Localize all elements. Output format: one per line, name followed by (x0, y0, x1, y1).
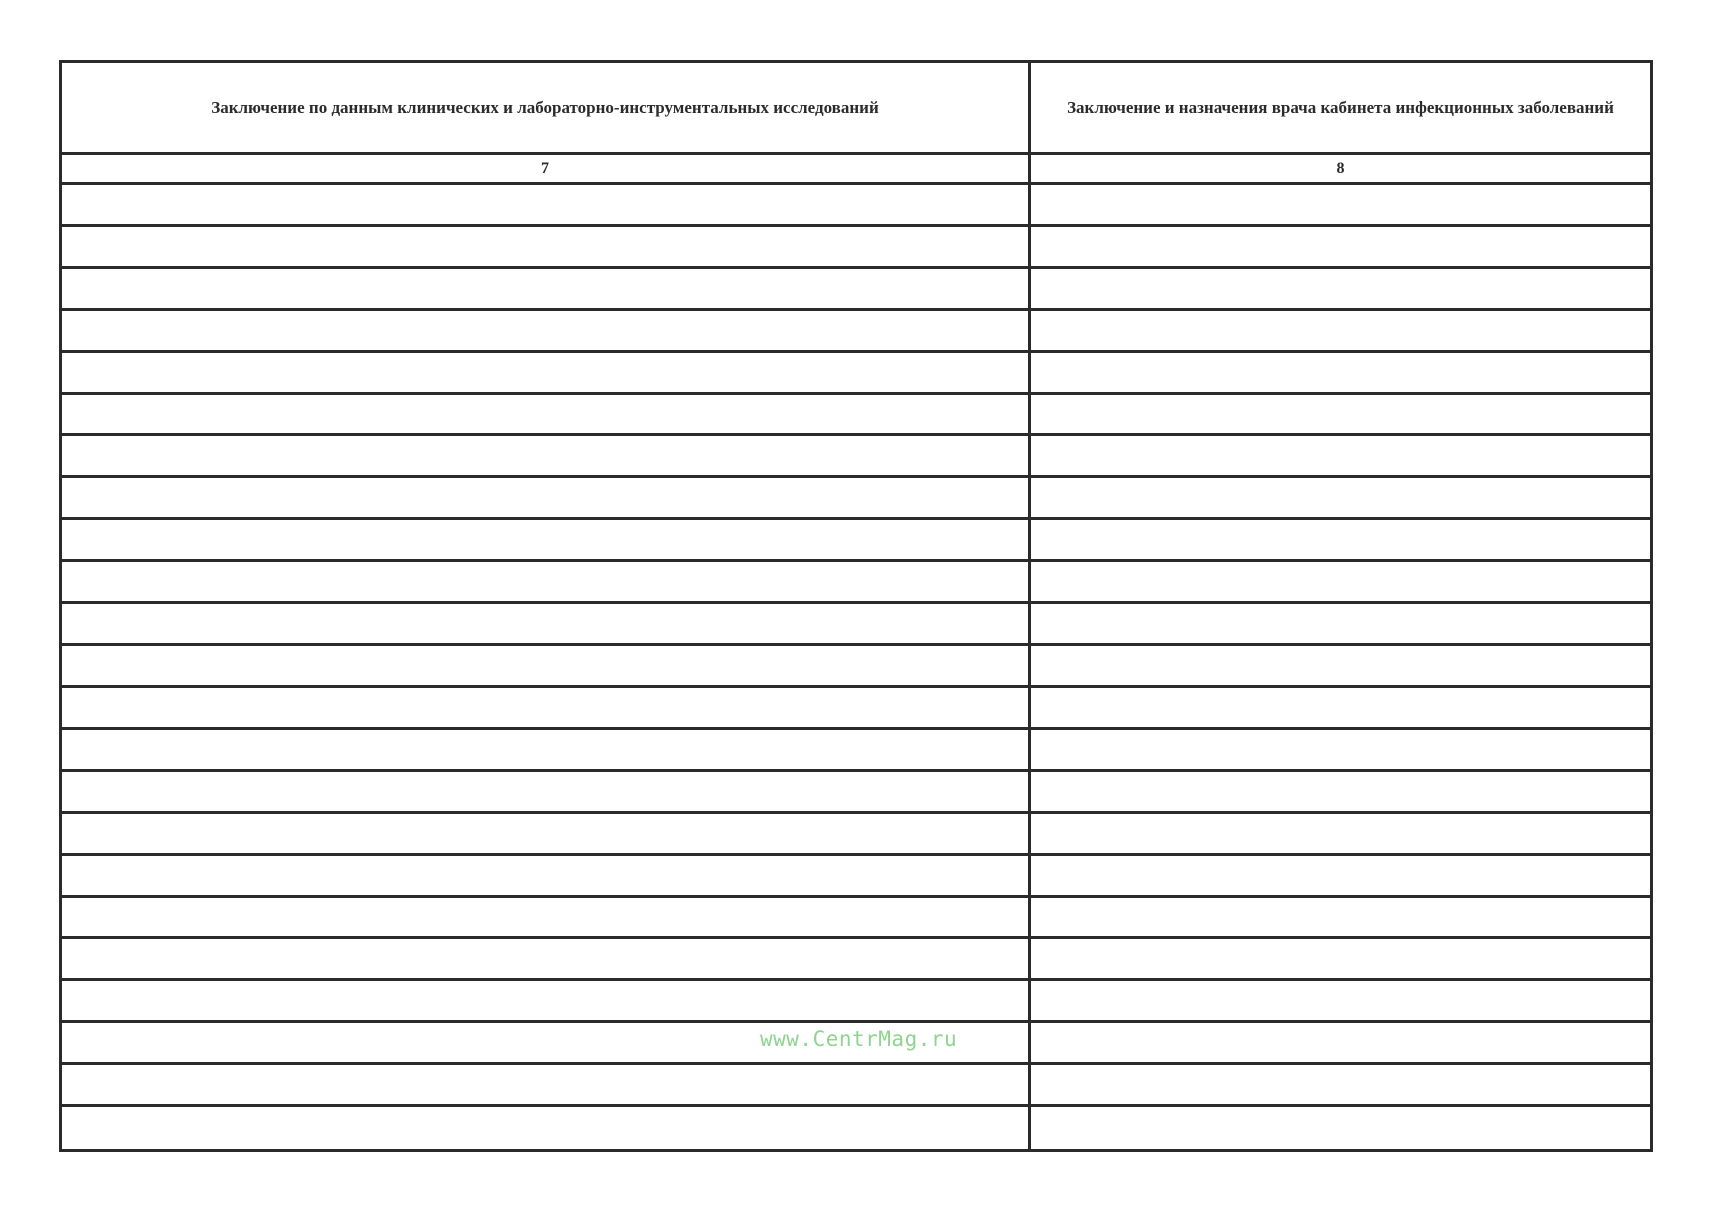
column-header-infectious-doctor-conclusion: Заключение и назначения врача кабинета инфекционных заболеваний (1067, 97, 1614, 117)
table-row (62, 604, 1650, 646)
column-header-clinical-conclusion: Заключение по данным клинических и лабораторно-инструментальных исследований (211, 97, 879, 117)
table-row (62, 311, 1650, 353)
table-row (62, 185, 1650, 227)
watermark-text: www.CentrMag.ru (760, 1027, 958, 1051)
table-row (62, 562, 1650, 604)
table-row (62, 772, 1650, 814)
table-row (62, 1065, 1650, 1107)
table-row (62, 898, 1650, 940)
column-number-8: 8 (1336, 159, 1345, 177)
table-row (62, 395, 1650, 437)
table-row (62, 981, 1650, 1023)
table-row (62, 1107, 1650, 1149)
header-row (62, 63, 1650, 155)
table-row (62, 856, 1650, 898)
table-row (62, 436, 1650, 478)
table-row (62, 520, 1650, 562)
table-row (62, 939, 1650, 981)
empty-rows-container (62, 185, 1650, 1149)
table-row (62, 353, 1650, 395)
column-number-7: 7 (541, 159, 549, 177)
table-row (62, 269, 1650, 311)
table-row (62, 814, 1650, 856)
table-row (62, 688, 1650, 730)
table-row (62, 646, 1650, 688)
record-table (59, 60, 1653, 1152)
column-number-row (62, 155, 1650, 185)
column-divider (1028, 63, 1031, 1149)
table-row (62, 730, 1650, 772)
table-row (62, 227, 1650, 269)
table-row (62, 478, 1650, 520)
